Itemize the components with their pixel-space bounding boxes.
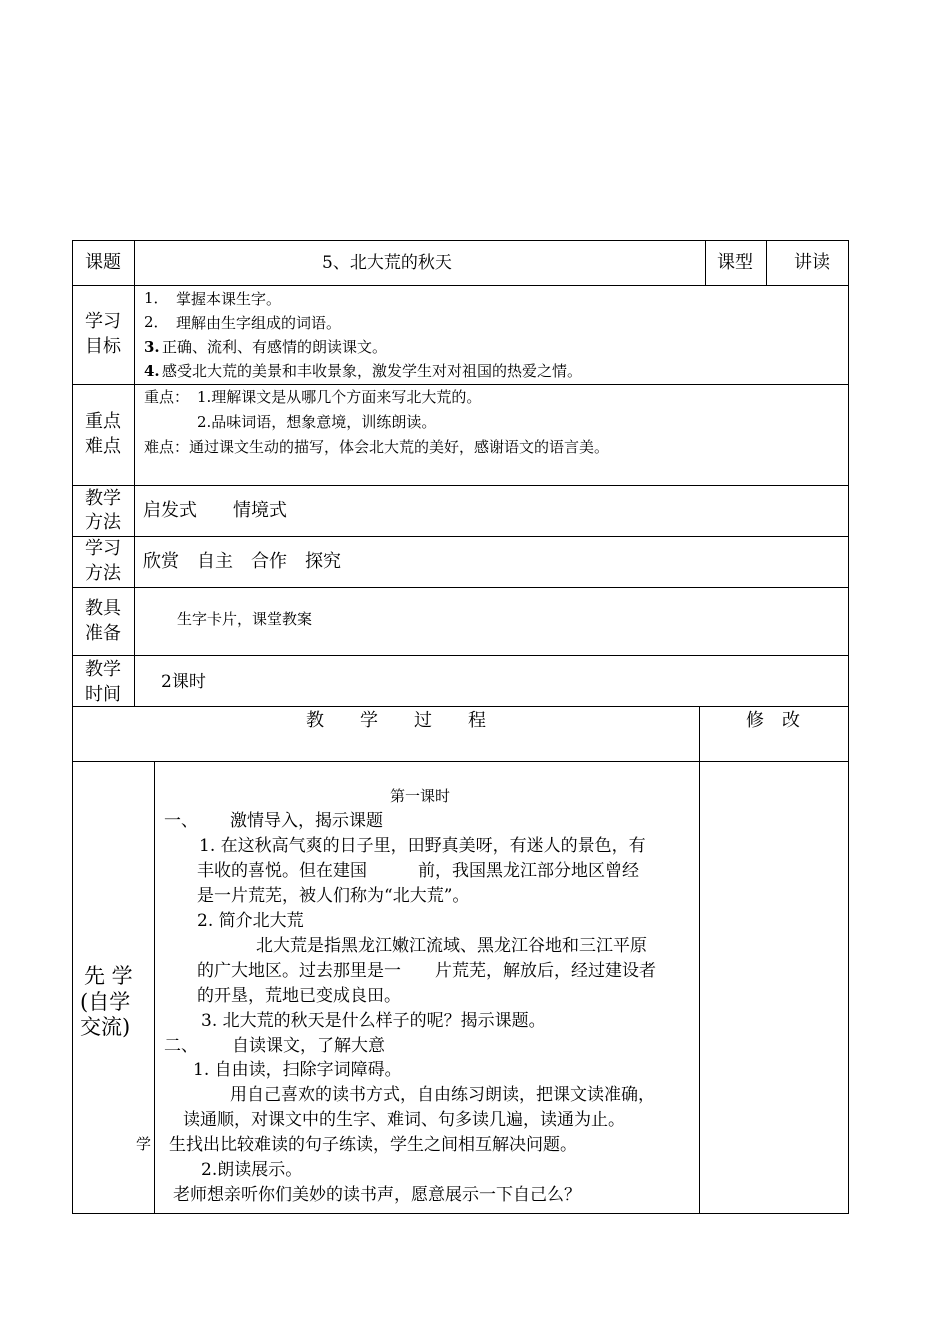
table-border-left [72, 240, 73, 1214]
tools-label-2: 准备 [85, 623, 121, 644]
col-divider-label [134, 240, 135, 707]
row-divider [72, 384, 849, 385]
goals-label-1: 学习 [85, 311, 121, 332]
topic-title: 5、北大荒的秋天 [322, 253, 452, 273]
table-border-right [848, 240, 849, 1214]
goal-num-3: 3. [144, 338, 160, 356]
step-2-title: 2.朗读展示。 [201, 1160, 303, 1180]
revise-header: 修 改 [746, 710, 800, 731]
step-1-line-3: 生找出比较难读的句子练读，学生之间相互解决问题。 [169, 1135, 577, 1155]
row-divider [72, 285, 849, 286]
side-label-3: 交流) [80, 1015, 131, 1039]
col-divider-type-label [705, 240, 706, 286]
tools-label-1: 教具 [85, 598, 121, 619]
topic-label: 课题 [85, 252, 121, 273]
goals-label-2: 目标 [85, 336, 121, 357]
teach-method-value: 启发式 情境式 [143, 500, 287, 521]
table-border-bottom [72, 1213, 849, 1214]
key-prefix: 重点： [144, 388, 190, 406]
row-divider [72, 655, 849, 656]
goal-text-3: 正确、流利、有感情的朗读课文。 [162, 338, 388, 356]
para-1-line-1: 1. 在这秋高气爽的日子里，田野真美呀，有迷人的景色，有 [199, 836, 646, 856]
step-1-title: 1. 自由读，扫除字词障碍。 [193, 1060, 402, 1080]
step-1-line-2: 读通顺，对课文中的生字、难词、句多读几遍，读通为止。 [183, 1110, 625, 1130]
para-2-line-3: 的开垦，荒地已变成良田。 [197, 986, 401, 1006]
goal-text-4: 感受北大荒的美景和丰收景象，激发学生对对祖国的热爱之情。 [162, 362, 583, 380]
teach-method-label-1: 教学 [85, 488, 121, 509]
section-1-title: 激情导入，揭示课题 [230, 811, 383, 831]
learn-method-label-1: 学习 [85, 538, 121, 559]
goal-text-2: 理解由生字组成的词语。 [176, 314, 342, 332]
time-label-1: 教学 [85, 659, 121, 680]
section-2-title: 自读课文，了解大意 [232, 1036, 385, 1056]
side-small-label: 学 [136, 1135, 152, 1153]
difficulty-point: 难点：通过课文生动的描写，体会北大荒的美好，感谢语文的语言美。 [144, 438, 610, 456]
section-2-number: 二、 [164, 1036, 198, 1056]
row-divider [72, 587, 849, 588]
side-label-1: 先 学 [84, 964, 133, 988]
goal-num-4: 4. [144, 362, 160, 380]
tools-value: 生字卡片，课堂教案 [177, 610, 313, 628]
goal-num-2: 2． [144, 313, 169, 331]
col-divider-side [154, 761, 155, 1214]
keypoints-label-2: 难点 [85, 436, 121, 457]
row-divider [72, 485, 849, 486]
para-2-title: 2. 简介北大荒 [197, 911, 304, 931]
col-divider-revise [699, 706, 700, 1214]
type-value: 讲读 [794, 252, 830, 273]
lesson-title: 第一课时 [390, 787, 451, 805]
row-divider [72, 706, 849, 707]
para-2-line-2: 的广大地区。过去那里是一 片荒芜，解放后，经过建设者 [197, 961, 656, 981]
step-1-line-1: 用自己喜欢的读书方式，自由练习朗读，把课文读准确， [230, 1085, 655, 1105]
key-point-2: 2.品味词语，想象意境，训练朗读。 [197, 413, 437, 431]
time-value: 2课时 [161, 672, 206, 692]
learn-method-value: 欣赏 自主 合作 探究 [143, 551, 341, 572]
section-1-number: 一、 [164, 811, 198, 831]
teach-method-label-2: 方法 [85, 512, 121, 533]
process-header: 教 学 过 程 [306, 710, 486, 731]
step-2-line-1: 老师想亲听你们美妙的读书声，愿意展示一下自己么？ [173, 1185, 581, 1205]
key-point-1: 1.理解课文是从哪几个方面来写北大荒的。 [197, 388, 482, 406]
goal-num-1: 1． [144, 289, 169, 307]
table-border-top [72, 240, 849, 241]
para-3: 3. 北大荒的秋天是什么样子的呢？揭示课题。 [201, 1011, 546, 1031]
type-label: 课型 [717, 252, 753, 273]
row-divider [72, 536, 849, 537]
side-label-2: (自学 [80, 990, 131, 1014]
para-1-line-3: 是一片荒芜，被人们称为“北大荒”。 [197, 886, 470, 906]
para-1-line-2: 丰收的喜悦。但在建国 前，我国黑龙江部分地区曾经 [197, 861, 639, 881]
col-divider-type-value [766, 240, 767, 286]
para-2-line-1: 北大荒是指黑龙江嫩江流域、黑龙江谷地和三江平原 [256, 936, 647, 956]
time-label-2: 时间 [85, 684, 121, 705]
learn-method-label-2: 方法 [85, 563, 121, 584]
goal-text-1: 掌握本课生字。 [176, 290, 282, 308]
row-divider [72, 761, 849, 762]
keypoints-label-1: 重点 [85, 411, 121, 432]
